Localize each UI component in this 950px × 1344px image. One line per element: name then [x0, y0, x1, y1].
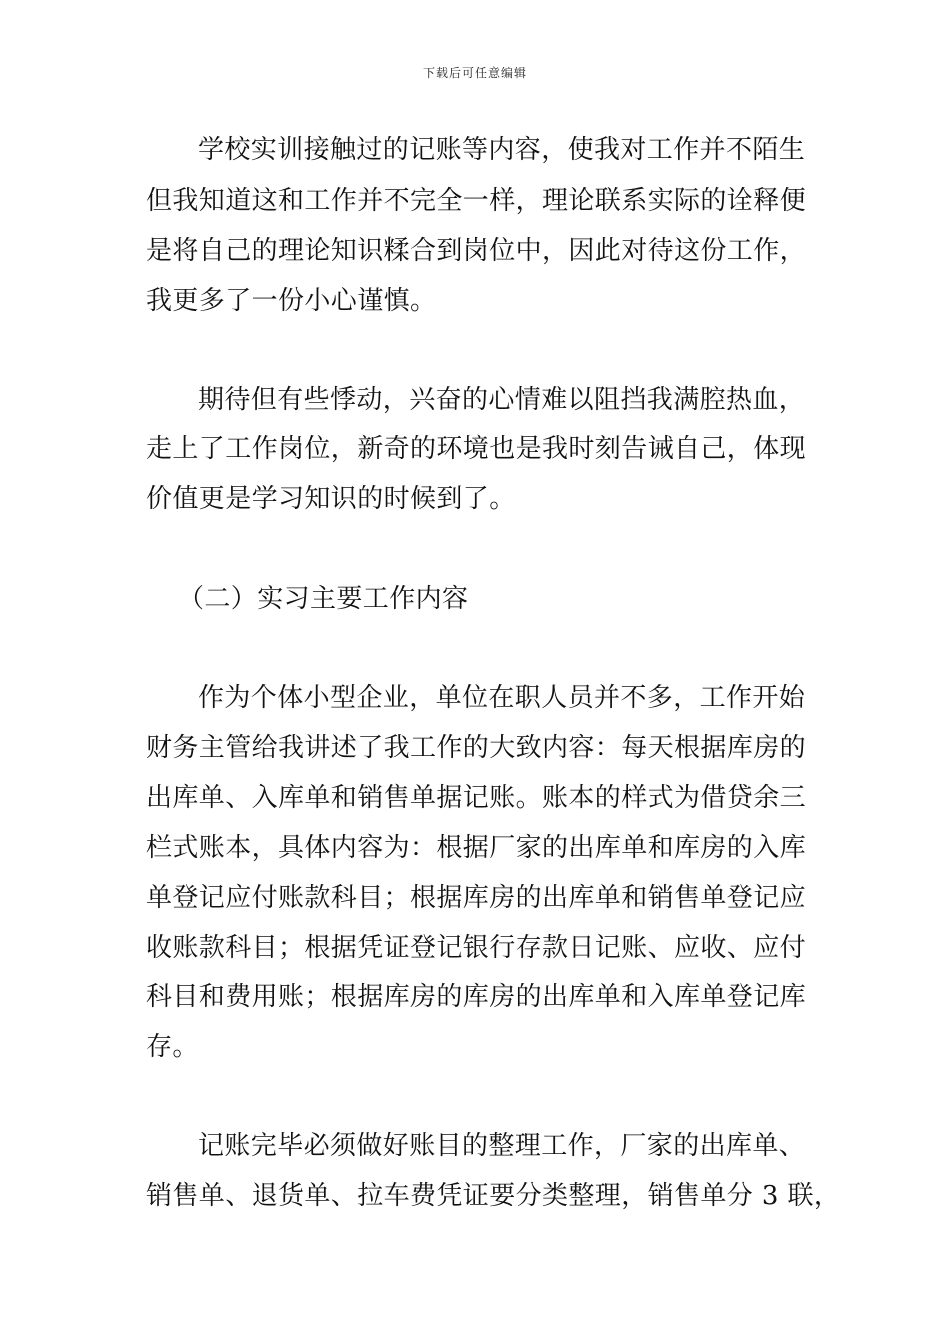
- paragraph-3-line-5: 单登记应付账款科目；根据库房的出库单和销售单登记应: [146, 883, 807, 913]
- paragraph-2-line-2: 走上了工作岗位，新奇的环境也是我时刻告诫自己，体现: [146, 434, 807, 464]
- paragraph-3-line-8: 存。: [146, 1032, 199, 1062]
- paragraph-3-line-7: 科目和费用账；根据库房的库房的出库单和入库单登记库: [146, 982, 807, 1012]
- paragraph-3-line-3: 出库单、入库单和销售单据记账。账本的样式为借贷余三: [146, 783, 807, 813]
- paragraph-4-line-1: 记账完毕必须做好账目的整理工作，厂家的出库单、: [198, 1131, 806, 1161]
- paragraph-1-line-3: 是将自己的理论知识糅合到岗位中，因此对待这份工作，: [146, 236, 807, 266]
- section-heading: （二）实习主要工作内容: [178, 584, 469, 614]
- paragraph-3-line-1: 作为个体小型企业，单位在职人员并不多，工作开始: [198, 683, 806, 713]
- paragraph-2-line-3: 价值更是学习知识的时候到了。: [146, 484, 516, 514]
- page-header: 下载后可任意编辑: [422, 66, 527, 80]
- paragraph-1-line-4: 我更多了一份小心谨慎。: [146, 286, 437, 316]
- paragraph-4-line-2: 销售单、退货单、拉车费凭证要分类整理，销售单分 3 联，: [146, 1181, 841, 1211]
- paragraph-3-line-2: 财务主管给我讲述了我工作的大致内容：每天根据库房的: [146, 733, 807, 763]
- paragraph-2-line-1: 期待但有些悸动，兴奋的心情难以阻挡我满腔热血，: [198, 385, 806, 415]
- paragraph-1-line-1: 学校实训接触过的记账等内容，使我对工作并不陌生: [198, 135, 806, 165]
- paragraph-3-line-6: 收账款科目；根据凭证登记银行存款日记账、应收、应付: [146, 933, 807, 963]
- paragraph-3-line-4: 栏式账本，具体内容为：根据厂家的出库单和库房的入库: [146, 833, 807, 863]
- paragraph-1-line-2: 但我知道这和工作并不完全一样，理论联系实际的诠释便: [146, 186, 807, 216]
